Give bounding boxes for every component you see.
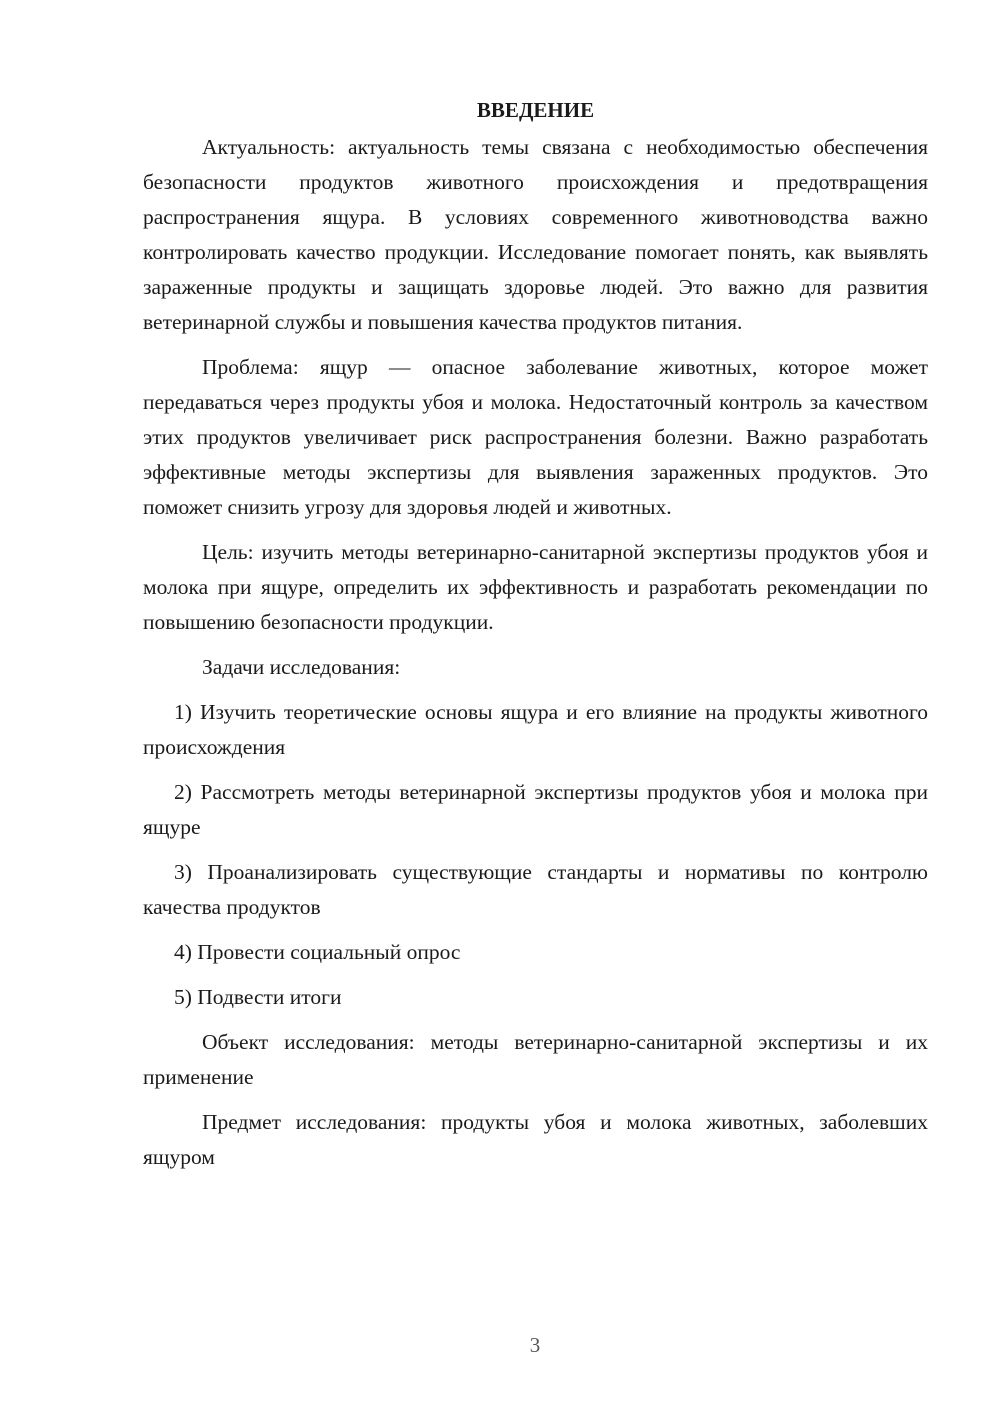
research-object-paragraph: Объект исследования: методы ветеринарно-санитарной экспертизы и их применение [143, 1030, 928, 1089]
task-item: 3) Проанализировать существующие стандарты и нормативы по контролю качества продуктов [143, 860, 928, 919]
task-item: 4) Провести социальный опрос [174, 940, 461, 964]
tasks-heading: Задачи исследования: [202, 655, 401, 679]
goal-paragraph: Цель: изучить методы ветеринарно-санитарной экспертизы продуктов убоя и молока при ящуре, определить их эффективность и разработать рекомендации по повышению безопасности продукции. [143, 540, 928, 634]
task-item: 2) Рассмотреть методы ветеринарной экспертизы продуктов убоя и молока при ящуре [143, 780, 928, 839]
page-title: ВВЕДЕНИЕ [476, 98, 595, 122]
research-subject-paragraph: Предмет исследования: продукты убоя и молока животных, заболевших ящуром [143, 1110, 928, 1169]
page-content [143, 92, 928, 1185]
task-item: 1) Изучить теоретические основы ящура и его влияние на продукты животного происхождения [143, 700, 928, 759]
page-number: 3 [529, 1333, 541, 1357]
problem-paragraph: Проблема: ящур — опасное заболевание животных, которое может передаваться через продукты убоя и молока. Недостаточный контроль за качеством этих продуктов увеличивает риск распространения болезни. Важно разработать эффективные методы экспертизы для выявления зараженных продуктов. Это поможет снизить угрозу для здоровья людей и животных. [143, 355, 928, 519]
relevance-paragraph: Актуальность: актуальность темы связана с необходимостью обеспечения безопасности продуктов животного происхождения и предотвращения распространения ящура. В условиях современного животноводства важно контролировать качество продукции. Исследование помогает понять, как выявлять зараженные продукты и защищать здоровье людей. Это важно для развития ветеринарной службы и повышения качества продуктов питания. [143, 135, 928, 334]
task-item: 5) Подвести итоги [174, 985, 342, 1009]
